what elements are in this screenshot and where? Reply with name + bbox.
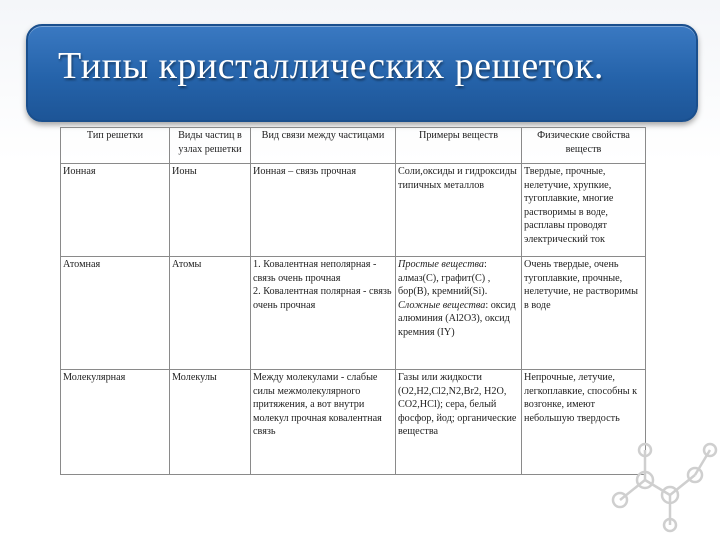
- cell-particles: Атомы: [170, 257, 251, 370]
- cell-properties: Очень твердые, очень тугоплавкие, прочные, нелетучие, не растворимы в воде: [522, 257, 646, 370]
- page-title: Типы кристаллических решеток.: [58, 45, 604, 87]
- bond-line: 2. Ковалентная полярная - связь очень прочная: [253, 286, 392, 311]
- cell-bond: [251, 257, 396, 370]
- cell-particles: Молекулы: [170, 370, 251, 475]
- cell-bond: Ионная – связь прочная: [251, 164, 396, 257]
- header-properties: Физические свойства веществ: [522, 128, 646, 164]
- cell-examples: Соли,оксиды и гидроксиды типичных металлов: [396, 164, 522, 257]
- cell-type: Ионная: [61, 164, 170, 257]
- cell-examples: [396, 257, 522, 370]
- cell-bond: Между молекулами - слабые силы межмолекулярного притяжения, а вот внутри молекул прочная ковалентная связь: [251, 370, 396, 475]
- examples-simple: : алмаз(C), графит(C) , бор(B), кремний(Si).: [398, 259, 491, 297]
- cell-properties: Непрочные, летучие, легкоплавкие, способны к возгонке, имеют небольшую твердость: [522, 370, 646, 475]
- examples-complex: : оксид алюминия (Al2O3), оксид кремния (IY): [398, 299, 516, 338]
- header-examples: Примеры веществ: [396, 128, 522, 164]
- table-header-row: [61, 128, 646, 164]
- examples-simple-label: Простые вещества: [398, 259, 484, 270]
- cell-type: Молекулярная: [61, 370, 170, 475]
- cell-properties: Твердые, прочные, нелетучие, хрупкие, тугоплавкие, многие растворимы в воде, расплавы проводят электрический ток: [522, 164, 646, 257]
- bond-line: 1. Ковалентная неполярная - связь очень прочная: [253, 259, 377, 284]
- molecule-icon: [600, 420, 720, 540]
- cell-type: Атомная: [61, 257, 170, 370]
- table-row: [61, 370, 646, 475]
- header-bond: Вид связи между частицами: [251, 128, 396, 164]
- cell-examples: Газы или жидкости (O2,H2,Cl2,N2,Br2, H2O, CO2,HCl); сера, белый фосфор, йод; органические вещества: [396, 370, 522, 475]
- cell-particles: Ионы: [170, 164, 251, 257]
- table-row: [61, 164, 646, 257]
- examples-complex-label: Сложные вещества: [398, 299, 486, 311]
- table-row: [61, 257, 646, 370]
- header-particles: Виды частиц в узлах решетки: [170, 128, 251, 164]
- lattice-types-table: [60, 127, 646, 475]
- header-lattice-type: Тип решетки: [61, 128, 170, 164]
